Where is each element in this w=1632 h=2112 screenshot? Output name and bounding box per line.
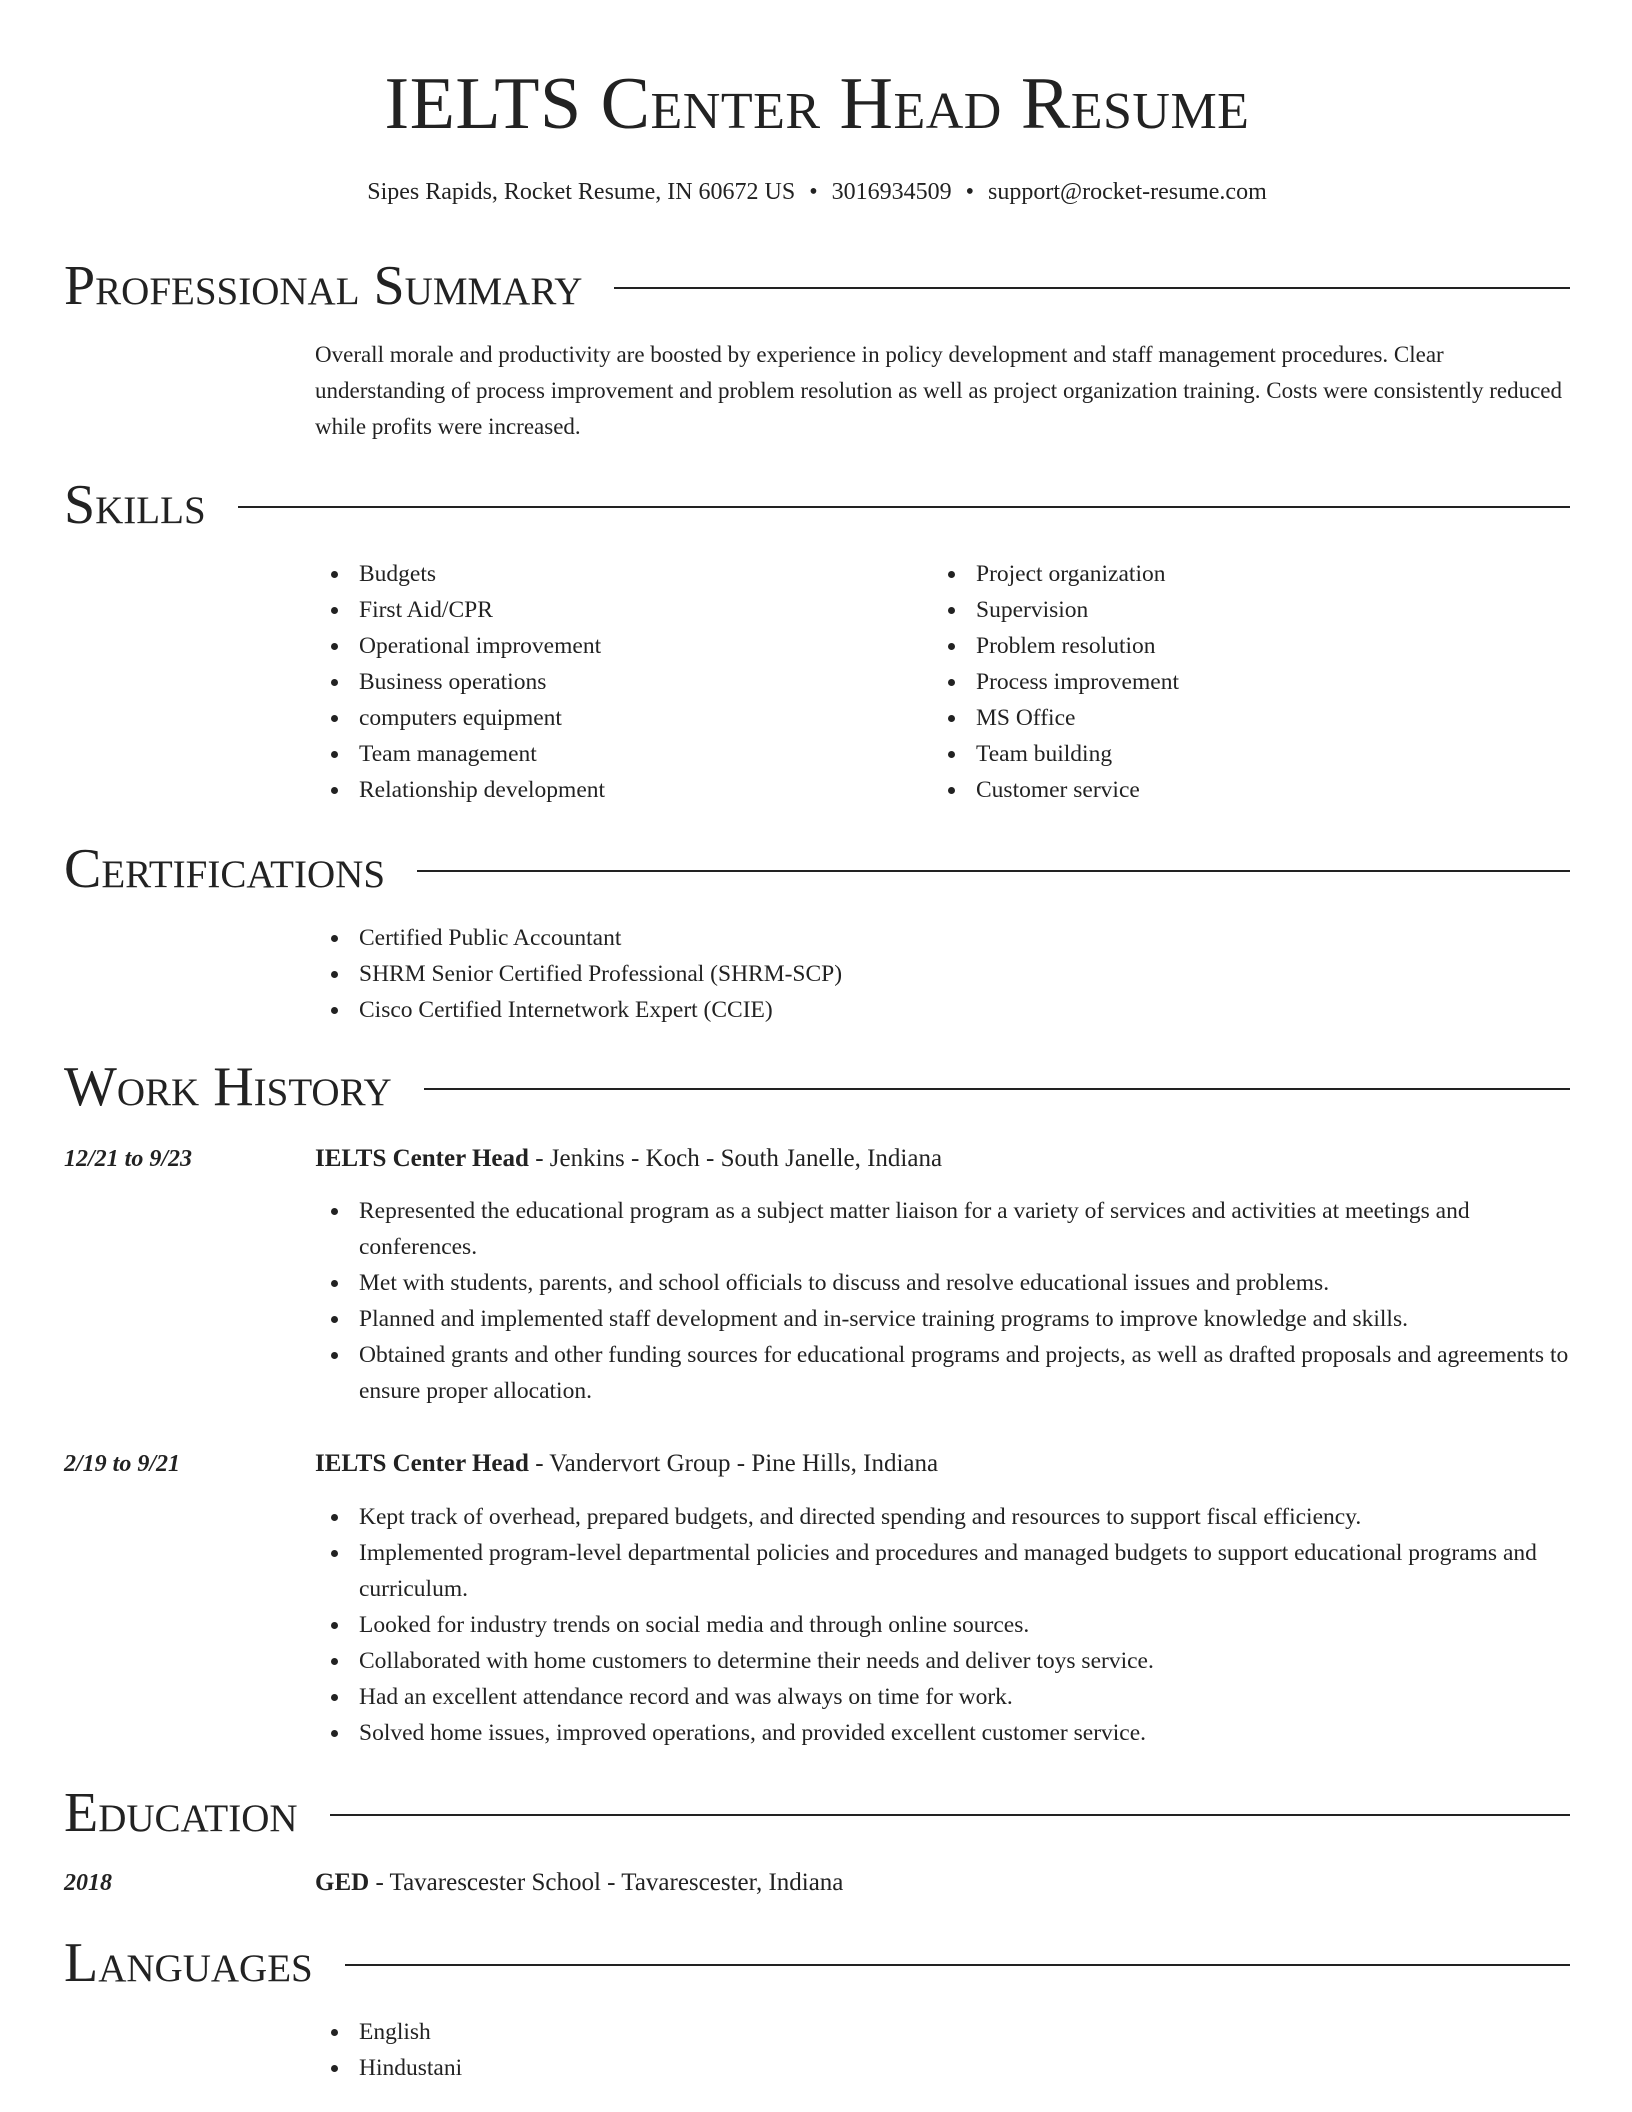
section-header-education: [64, 1783, 1570, 1843]
summary-text: Overall morale and productivity are boosted by experience in policy development and staff management procedures. Clear understanding of process improvement and problem resolution as well as project organization training. Costs were consistently reduced while profits were increased.: [315, 342, 1563, 439]
list-item: Budgets: [315, 556, 915, 592]
section-divider: [614, 287, 1570, 289]
list-item: Problem resolution: [932, 628, 1532, 664]
section-divider: [238, 506, 1570, 508]
section-heading: Certifications: [64, 838, 386, 900]
section-header-skills: [64, 475, 1570, 535]
languages-list: [315, 2014, 1570, 2086]
list-item: Project organization: [932, 556, 1532, 592]
job-title: IELTS Center Head: [315, 1450, 529, 1477]
contact-separator: •: [809, 179, 818, 205]
education-degree: GED: [315, 1869, 370, 1896]
list-item: SHRM Senior Certified Professional (SHRM-SCP): [315, 956, 1570, 992]
section-divider: [330, 1814, 1570, 1816]
list-item: Implemented program-level departmental policies and procedures and managed budgets to support educational programs and curriculum.: [315, 1535, 1570, 1607]
list-item: Kept track of overhead, prepared budgets, and directed spending and resources to support fiscal efficiency.: [315, 1499, 1570, 1535]
list-item: Planned and implemented staff development and in-service training programs to improve knowledge and skills.: [315, 1301, 1570, 1337]
list-item: computers equipment: [315, 700, 915, 736]
skills-list-right: [932, 556, 1532, 808]
contact-email: support@rocket-resume.com: [988, 179, 1267, 205]
job-title: IELTS Center Head: [315, 1145, 529, 1172]
list-item: Customer service: [932, 772, 1532, 808]
list-item: Hindustani: [315, 2050, 1570, 2086]
section-heading: Education: [64, 1782, 298, 1844]
list-item: Had an excellent attendance record and was always on time for work.: [315, 1679, 1570, 1715]
list-item: Team management: [315, 736, 915, 772]
section-divider: [424, 1088, 1570, 1090]
certifications-list: [315, 920, 1570, 1028]
list-item: Collaborated with home customers to determine their needs and deliver toys service.: [315, 1643, 1570, 1679]
list-item: Solved home issues, improved operations, and provided excellent customer service.: [315, 1715, 1570, 1751]
list-item: Relationship development: [315, 772, 915, 808]
resume-title: IELTS Center Head Resume: [384, 63, 1250, 145]
section-heading: Work History: [64, 1056, 392, 1118]
education-header: [315, 1865, 843, 1901]
section-heading: Languages: [64, 1932, 313, 1994]
list-item: Process improvement: [932, 664, 1532, 700]
list-item: Looked for industry trends on social media and through online sources.: [315, 1607, 1570, 1643]
section-header-languages: [64, 1933, 1570, 1993]
contact-line: [64, 175, 1570, 209]
section-header-certifications: [64, 839, 1570, 899]
job-dates: 12/21 to 9/23: [64, 1146, 193, 1172]
job-details: - Vandervort Group - Pine Hills, Indiana: [528, 1450, 939, 1477]
education-details: - Tavarescester School - Tavarescester, Indiana: [369, 1869, 844, 1896]
section-divider: [345, 1964, 1570, 1966]
list-item: Obtained grants and other funding sources for educational programs and projects, as well as drafted proposals and agreements to ensure proper allocation.: [315, 1337, 1570, 1409]
section-heading: Professional Summary: [64, 255, 583, 317]
education-year: 2018: [64, 1870, 112, 1896]
section-divider: [417, 870, 1570, 872]
contact-separator: •: [965, 179, 975, 205]
job-bullets: [315, 1499, 1570, 1751]
skills-list-left: [315, 556, 915, 808]
list-item: Cisco Certified Internetwork Expert (CCIE): [315, 992, 1570, 1028]
job-header: [315, 1446, 938, 1482]
list-item: First Aid/CPR: [315, 592, 915, 628]
job-header: [315, 1141, 942, 1177]
list-item: Operational improvement: [315, 628, 915, 664]
list-item: MS Office: [932, 700, 1532, 736]
list-item: Certified Public Accountant: [315, 920, 1570, 956]
list-item: Met with students, parents, and school officials to discuss and resolve educational issues and problems.: [315, 1265, 1570, 1301]
job-details: - Jenkins - Koch - South Janelle, Indiana: [528, 1145, 943, 1172]
list-item: Business operations: [315, 664, 915, 700]
job-dates: 2/19 to 9/21: [64, 1451, 181, 1477]
list-item: Supervision: [932, 592, 1532, 628]
section-header-work-history: [64, 1057, 1570, 1117]
section-heading: Skills: [64, 474, 206, 536]
contact-address: Sipes Rapids, Rocket Resume, IN 60672 US: [367, 179, 796, 205]
list-item: Represented the educational program as a subject matter liaison for a variety of services and activities at meetings and conferences.: [315, 1193, 1570, 1265]
list-item: English: [315, 2014, 1570, 2050]
section-header-summary: [64, 256, 1570, 316]
list-item: Team building: [932, 736, 1532, 772]
job-bullets: [315, 1193, 1570, 1409]
contact-phone: 3016934509: [831, 179, 952, 205]
